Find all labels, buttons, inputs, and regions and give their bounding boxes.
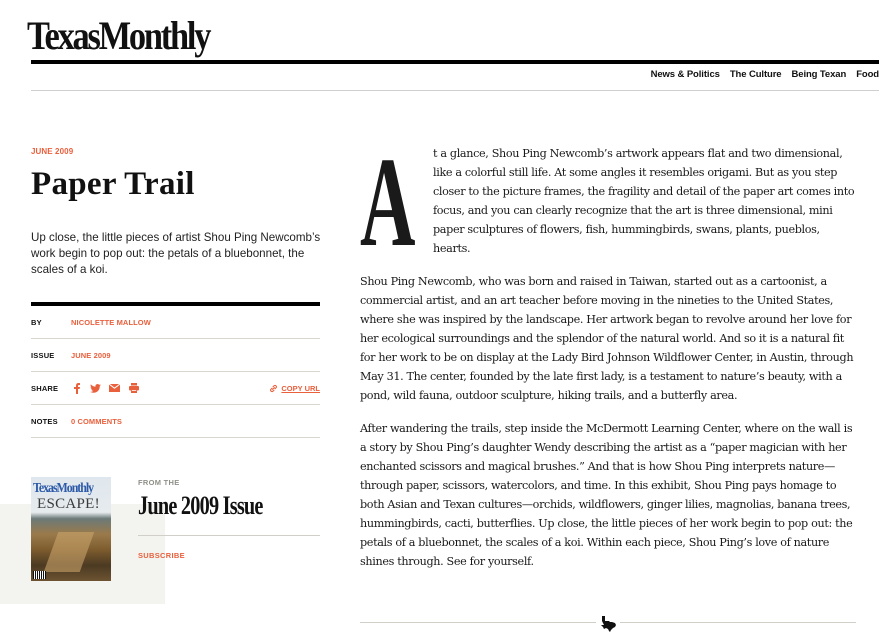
divider-line-right — [620, 622, 856, 623]
copy-url-label: COPY URL — [281, 383, 320, 393]
by-label: BY — [31, 317, 42, 327]
nav-being-texan[interactable]: Being Texan — [791, 69, 847, 80]
site-logo[interactable]: TexasMonthly — [27, 13, 210, 58]
divider-line-left — [360, 622, 596, 623]
nav-the-culture[interactable]: The Culture — [729, 69, 782, 80]
article-end-divider — [360, 622, 856, 623]
page-title: Paper Trail — [31, 166, 195, 202]
cover-logo: TexasMonthly — [33, 481, 94, 496]
meta-byline — [31, 306, 320, 339]
article-paragraph: Shou Ping Newcomb, who was born and raised in Taiwan, started out as a cartoonist, a commercial artist, and an art teacher before moving in the nineties to the United States, where she was inspired by the landscape. Her artwork began to revolve around her love for her ecological surroundings and the splendor of the natural world. And so it is a natural fit for her work to be on display at the Lady Bird Johnson Wildflower Center, in Austin, through May 31. The center, founded by the late first lady, is a testament to nature’s beauty, with a pond, wild fauna, outdoor sculpture, hiking trails, and a butterfly area. — [360, 275, 854, 402]
twitter-icon[interactable] — [90, 383, 101, 394]
issue-cover-image[interactable] — [31, 477, 111, 581]
from-the-label: FROM THE — [138, 478, 180, 487]
print-icon[interactable] — [128, 383, 139, 394]
dropcap-letter: A — [360, 131, 416, 273]
copy-url-button[interactable] — [269, 384, 320, 393]
story-meta — [31, 302, 320, 438]
share-icons — [71, 383, 139, 394]
issue-link[interactable]: JUNE 2009 — [71, 350, 111, 360]
cover-barcode — [33, 571, 46, 579]
header-rule — [31, 60, 879, 64]
issue-kicker[interactable]: JUNE 2009 — [31, 147, 74, 156]
main-nav — [651, 69, 879, 80]
nav-food[interactable]: Food — [856, 69, 879, 80]
issue-title-link[interactable]: June 2009 Issue — [138, 491, 263, 520]
comments-link[interactable]: 0 COMMENTS — [71, 416, 123, 426]
meta-notes — [31, 405, 320, 438]
share-label: SHARE — [31, 383, 59, 393]
nav-divider — [31, 90, 879, 91]
nav-news-politics[interactable]: News & Politics — [650, 69, 720, 80]
notes-label: NOTES — [31, 416, 58, 426]
article-body — [360, 131, 860, 585]
promo-divider — [138, 535, 320, 536]
article-paragraph: After wandering the trails, step inside the McDermott Learning Center, where on the wall is a story by Shou Ping’s daughter Wendy describing the artist as a “paper magician with her enchanted scissors and magical brushes.” And that is how Shou Ping interprets nature—through paper, scissors, watercolors, and time. In this exhibit, Shou Ping pays homage to both Asian and Texan cultures—orchids, wildflowers, ginger lilies, magnolias, banana trees, hummingbirds, cacti, butterflies. Up close, the little pieces of her work begin to pop out: the petals of a bluebonnet, the scales of a koi. Within each piece, Shou Ping’s love of nature shines through. See for yourself. — [360, 422, 853, 568]
article-paragraph: t a glance, Shou Ping Newcomb’s artwork appears flat and two dimensional, like a colorful still life. At some angles it resembles origami. But as you step closer to the picture frames, the fragility and detail of the paper art comes into focus, and you can clearly recognize that the art is three dimensional, mini paper sculptures of flowers, fish, hummingbirds, swans, plants, pueblos, hearts. — [433, 147, 855, 255]
email-icon[interactable] — [109, 383, 120, 394]
link-icon — [269, 384, 278, 393]
issue-label: ISSUE — [31, 350, 55, 360]
meta-share — [31, 372, 320, 405]
author-link[interactable]: NICOLETTE MALLOW — [71, 317, 151, 327]
dropcap-container — [360, 131, 433, 273]
texas-icon — [599, 616, 617, 632]
subscribe-link[interactable]: SUBSCRIBE — [138, 551, 185, 560]
cover-landscape — [44, 532, 95, 572]
facebook-icon[interactable] — [71, 383, 82, 394]
cover-headline: ESCAPE! — [37, 496, 100, 512]
meta-issue — [31, 339, 320, 372]
story-dek: Up close, the little pieces of artist Shou Ping Newcomb’s work begin to pop out: the petals of a bluebonnet, the scales of a koi. — [31, 231, 321, 276]
